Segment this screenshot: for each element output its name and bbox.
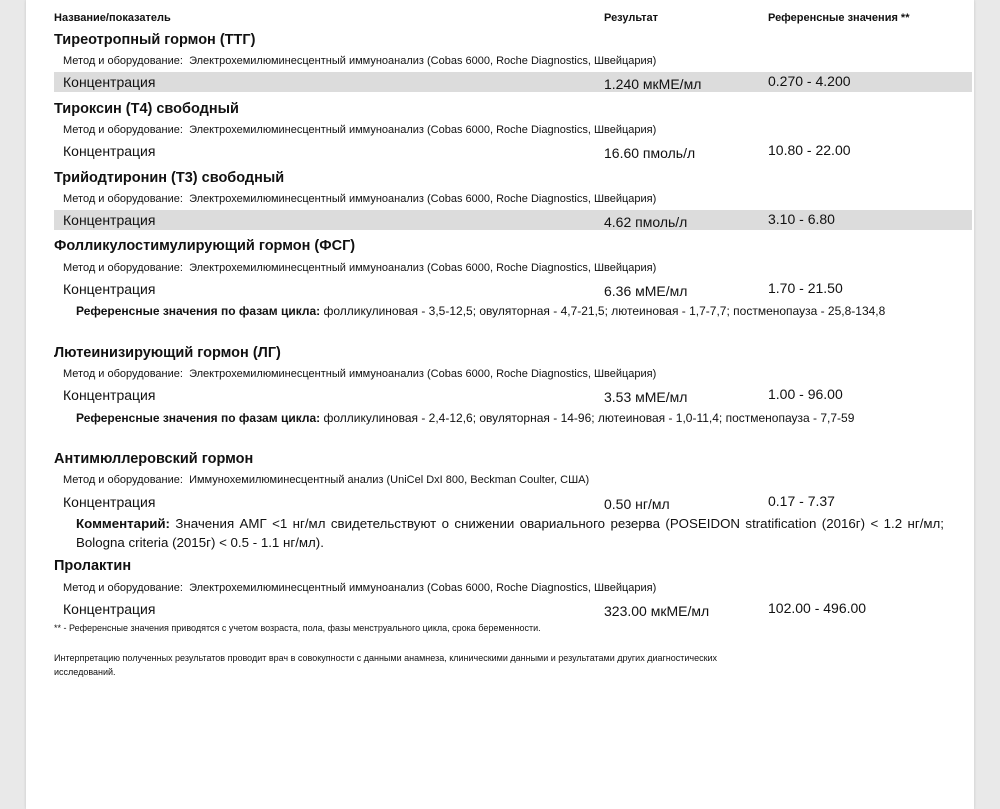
method-line: Метод и оборудование: Электрохемилюминесцентный иммуноанализ (Cobas 6000, Roche Diagnostics, Швейцария) [63,262,657,274]
result-value: 3.53 мМЕ/мл [604,389,688,405]
reference-value: 10.80 - 22.00 [768,142,851,158]
result-row-amh [54,492,972,512]
reference-value: 0.270 - 4.200 [768,73,851,89]
method-line: Метод и оборудование: Электрохемилюминесцентный иммуноанализ (Cobas 6000, Roche Diagnostics, Швейцария) [63,193,657,205]
test-title-tsh: Тиреотропный гормон (ТТГ) [54,32,256,48]
reference-value: 1.70 - 21.50 [768,280,843,296]
result-value: 6.36 мМЕ/мл [604,283,688,299]
param-label: Концентрация [63,212,156,228]
test-title-prolactin: Пролактин [54,558,132,574]
method-line: Метод и оборудование: Иммунохемилюминесцентный анализ (UniCel DxI 800, Beckman Coulter, США) [63,474,590,486]
method-line: Метод и оборудование: Электрохемилюминесцентный иммуноанализ (Cobas 6000, Roche Diagnostics, Швейцария) [63,55,657,67]
param-label: Концентрация [63,387,156,403]
result-row-prolactin [54,599,972,619]
header-reference-column: Референсные значения ** [768,12,910,24]
result-row-t4 [54,141,972,161]
result-row-lh [54,385,972,405]
result-row-fsh [54,279,972,299]
method-line: Метод и оборудование: Электрохемилюминесцентный иммуноанализ (Cobas 6000, Roche Diagnostics, Швейцария) [63,368,657,380]
test-title-amh: Антимюллеровский гормон [54,451,254,467]
param-label: Концентрация [63,74,156,90]
amh-comment: Комментарий: Значения АМГ <1 нг/мл свидетельствуют о снижении овариального резерва (POSEIDON stratification (2016г) < 1.2 нг/мл; Bologna criteria (2015г) < 0.5 - 1.1 нг/мл). [76,516,944,550]
result-value: 1.240 мкМЕ/мл [604,76,702,92]
method-line: Метод и оборудование: Электрохемилюминесцентный иммуноанализ (Cobas 6000, Roche Diagnostics, Швейцария) [63,124,657,136]
test-title-lh: Лютеинизирующий гормон (ЛГ) [54,345,281,361]
reference-value: 3.10 - 6.80 [768,211,835,227]
reference-footnote: ** - Референсные значения приводятся с учетом возраста, пола, фазы менструального цикла, срока беременности. [54,623,541,633]
test-title-t3: Трийодтиронин (Т3) свободный [54,170,285,186]
param-label: Концентрация [63,494,156,510]
param-label: Концентрация [63,601,156,617]
phase-reference-note-lh: Референсные значения по фазам цикла: фолликулиновая - 2,4-12,6; овуляторная - 14-96; лютеиновая - 1,0-11,4; постменопауза - 7,7-59 [76,411,855,425]
reference-value: 1.00 - 96.00 [768,386,843,402]
result-row-t3 [54,210,972,230]
param-label: Концентрация [63,281,156,297]
result-value: 16.60 пмоль/л [604,145,696,161]
result-value: 4.62 пмоль/л [604,214,688,230]
param-label: Концентрация [63,143,156,159]
header-result-column: Результат [604,12,659,24]
test-title-fsh: Фолликулостимулирующий гормон (ФСГ) [54,238,356,254]
phase-reference-note-fsh: Референсные значения по фазам цикла: фолликулиновая - 3,5-12,5; овуляторная - 4,7-21,5; лютеиновая - 1,7-7,7; постменопауза - 25,8-134,8 [76,304,886,318]
header-name-column: Название/показатель [54,12,171,24]
test-title-t4: Тироксин (Т4) свободный [54,101,239,117]
reference-value: 0.17 - 7.37 [768,493,835,509]
result-value: 323.00 мкМЕ/мл [604,603,710,619]
result-value: 0.50 нг/мл [604,496,670,512]
method-line: Метод и оборудование: Электрохемилюминесцентный иммуноанализ (Cobas 6000, Roche Diagnostics, Швейцария) [63,582,657,594]
reference-value: 102.00 - 496.00 [768,600,867,616]
result-row-tsh [54,72,972,92]
document-page [26,0,974,809]
interpretation-note: Интерпретацию полученных результатов проводит врач в совокупности с данными анамнеза, клиническими данными и результатами других диагностических исследований. [54,653,718,677]
